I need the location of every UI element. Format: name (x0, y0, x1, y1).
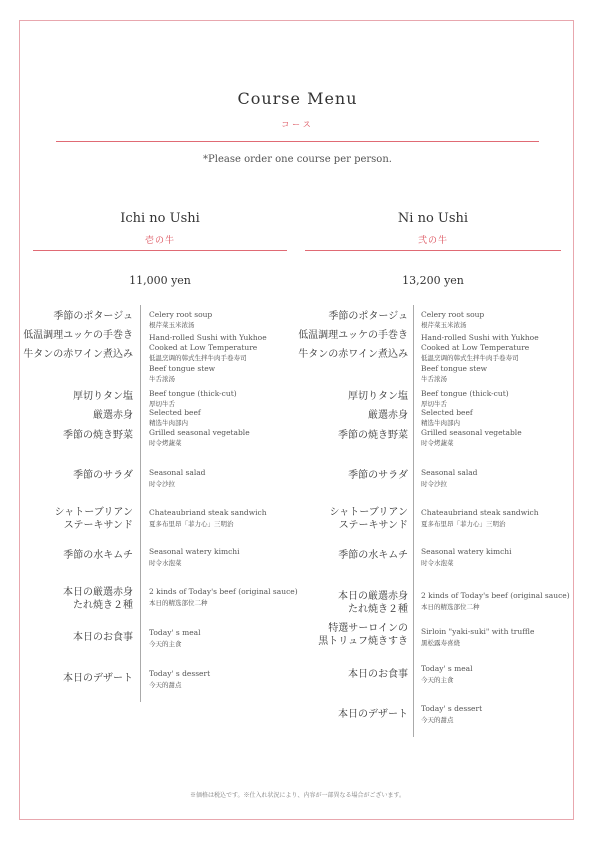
menu-item-jp: 厳選赤身 (368, 410, 408, 421)
menu-item-jp: 厳選赤身 (93, 410, 133, 421)
menu-item-jp: シャトーブリアン (54, 507, 133, 518)
page-subtitle: コース (281, 120, 314, 129)
menu-item-jp: ステーキサンド (63, 520, 133, 531)
menu-item-jp: 本日のデザート (338, 709, 408, 720)
menu-item-cn: 今天的甜点 (421, 716, 454, 724)
menu-item-jp: 特選サーロインの (328, 623, 408, 634)
menu-item-en: Today' s meal (149, 628, 201, 637)
menu-item-cn: 夏多布里昂「菲力心」三明治 (149, 520, 234, 528)
menu-item-en: Beef tongue stew (149, 364, 216, 373)
menu-item-jp: 季節のサラダ (73, 470, 133, 481)
divider-left (140, 305, 141, 702)
menu-item-en: Grilled seasonal vegetable (149, 428, 250, 437)
menu-item-cn: 夏多布里昂「菲力心」三明治 (421, 520, 506, 528)
menu-item-en: Chateaubriand steak sandwich (421, 508, 539, 517)
menu-item-jp: ステーキサンド (338, 520, 408, 531)
course-name-jp-left: 壱の牛 (144, 236, 175, 246)
menu-item-en: 2 kinds of Today's beef (original sauce) (149, 587, 298, 596)
page-title: Course Menu (237, 89, 358, 108)
course-price-right: 13,200 yen (402, 274, 464, 287)
menu-item-cn: 今天的主食 (149, 640, 182, 648)
menu-item-cn: 厚切牛舌 (421, 400, 447, 408)
menu-item-en: Chateaubriand steak sandwich (149, 508, 267, 517)
footer-note: ※価格は税込です。※仕入れ状況により、内容が一部異なる場合がございます。 (189, 792, 406, 799)
menu-item-cn: 精选牛肉部内 (421, 419, 460, 427)
menu-item-jp: 本日のお食事 (348, 669, 408, 680)
menu-item-jp: 季節のサラダ (348, 470, 408, 481)
menu-item-en: Selected beef (421, 408, 473, 417)
menu-item-cn: 厚切牛舌 (149, 400, 175, 408)
menu-item-en: Hand-rolled Sushi with Yukhoe (149, 333, 267, 342)
course-rule-left (33, 250, 287, 251)
menu-item-en: Hand-rolled Sushi with Yukhoe (421, 333, 539, 342)
menu-item-jp: 季節のポタージュ (328, 311, 408, 322)
menu-item-en: Seasonal salad (149, 468, 206, 477)
course-name-right: Ni no Ushi (397, 211, 469, 226)
menu-item-cn: 低温烹调的韩式生拌牛肉手卷寿司 (421, 354, 519, 362)
menu-item-cn: 今天的甜点 (149, 681, 182, 689)
menu-item-en: Celery root soup (149, 310, 213, 319)
menu-item-jp: 季節の焼き野菜 (63, 430, 133, 441)
menu-item-cn: 黑松露寿喜烧 (421, 639, 460, 647)
menu-item-cn: 时令沙拉 (421, 480, 447, 488)
menu-item-en: Beef tongue (thick-cut) (149, 389, 237, 398)
menu-item-cn: 本日的精选部位二种 (149, 599, 208, 607)
menu-item-jp: 季節のポタージュ (53, 311, 133, 322)
menu-item-en: Today' s meal (421, 664, 473, 673)
menu-item-cn: 时令水泡菜 (149, 559, 182, 567)
menu-item-jp: シャトーブリアン (329, 507, 408, 518)
course-name-left: Ichi no Ushi (120, 211, 200, 226)
menu-item-jp: 本日の厳選赤身 (63, 587, 133, 598)
menu-item-cn: 根芹菜玉米浓汤 (149, 321, 195, 329)
menu-item-cn: 牛舌浓汤 (421, 375, 447, 383)
menu-item-cn: 本日的精选部位二种 (421, 603, 480, 611)
menu-item-jp: 厚切りタン塩 (348, 391, 408, 402)
order-note: *Please order one course per person. (203, 154, 392, 165)
menu-item-en: Seasonal watery kimchi (149, 547, 240, 556)
menu-item-en: Seasonal watery kimchi (421, 547, 512, 556)
menu-item-en: Beef tongue (thick-cut) (421, 389, 509, 398)
menu-item-cn: 时令烤蔬菜 (421, 439, 454, 447)
menu-item-en: Celery root soup (421, 310, 485, 319)
menu-item-en: 2 kinds of Today's beef (original sauce) (421, 591, 570, 600)
menu-item-en: Sirloin "yaki-suki" with truffle (421, 627, 535, 636)
divider-right (413, 305, 414, 737)
menu-item-cn: 牛舌浓汤 (149, 375, 175, 383)
menu-item-en: Cooked at Low Temperature (149, 343, 258, 352)
menu-item-en: Beef tongue stew (421, 364, 488, 373)
menu-item-cn: 时令水泡菜 (421, 559, 454, 567)
menu-item-en: Seasonal salad (421, 468, 478, 477)
menu-item-cn: 时令烤蔬菜 (149, 439, 182, 447)
menu-item-jp: 牛タンの赤ワイン煮込み (23, 349, 133, 360)
menu-item-en: Today' s dessert (421, 704, 483, 713)
menu-item-en: Grilled seasonal vegetable (421, 428, 522, 437)
menu-item-jp: 低温調理ユッケの手巻き (23, 330, 133, 341)
menu-item-en: Today' s dessert (149, 669, 211, 678)
menu-item-cn: 低温烹调的韩式生拌牛肉手卷寿司 (149, 354, 247, 362)
menu-item-jp: 黒トリュフ焼きすき (318, 636, 408, 647)
menu-item-jp: 季節の水キムチ (63, 550, 133, 561)
header-rule (56, 141, 539, 142)
menu-item-en: Selected beef (149, 408, 201, 417)
menu-item-cn: 时令沙拉 (149, 480, 175, 488)
menu-item-jp: 厚切りタン塩 (73, 391, 133, 402)
menu-item-cn: 今天的主食 (421, 676, 454, 684)
menu-item-jp: 牛タンの赤ワイン煮込み (298, 349, 408, 360)
course-price-left: 11,000 yen (129, 274, 191, 287)
menu-item-jp: たれ焼き２種 (348, 604, 408, 615)
menu-item-jp: 季節の水キムチ (338, 550, 408, 561)
menu-item-en: Cooked at Low Temperature (421, 343, 530, 352)
menu-item-jp: 低温調理ユッケの手巻き (298, 330, 408, 341)
menu-item-jp: 本日の厳選赤身 (338, 591, 408, 602)
menu-item-cn: 根芹菜玉米浓汤 (421, 321, 467, 329)
menu-item-jp: 季節の焼き野菜 (338, 430, 408, 441)
menu-item-cn: 精选牛肉部内 (149, 419, 188, 427)
menu-item-jp: 本日のデザート (63, 673, 133, 684)
menu-item-jp: 本日のお食事 (73, 632, 133, 643)
course-rule-right (305, 250, 561, 251)
course-name-jp-right: 弐の牛 (417, 236, 448, 246)
menu-item-jp: たれ焼き２種 (73, 600, 133, 611)
